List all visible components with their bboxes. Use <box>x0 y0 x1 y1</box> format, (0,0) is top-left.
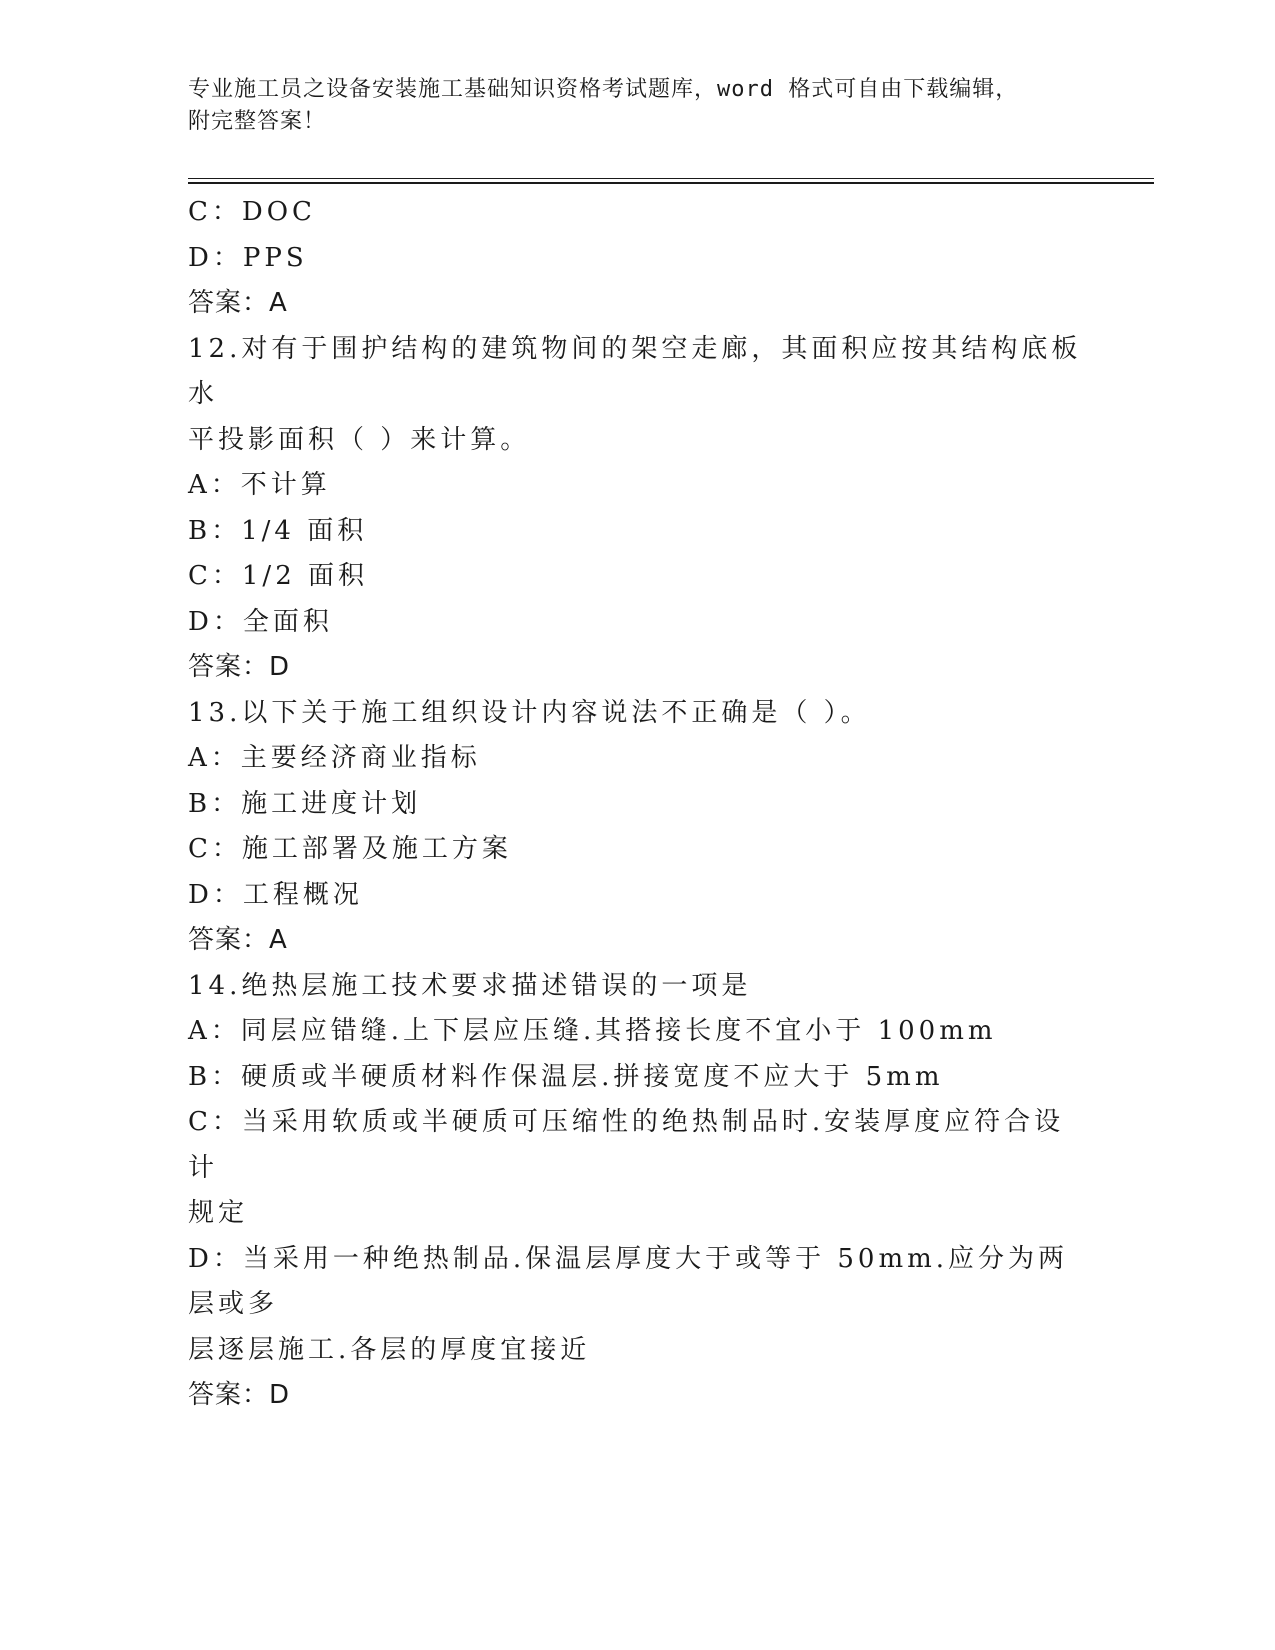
header-divider <box>188 178 1154 184</box>
option-c: C：1/2 面积 <box>188 561 369 591</box>
option-d: D：PPS <box>188 242 308 273</box>
answer-line: 答案：A <box>188 925 288 955</box>
option-c: C：施工部署及施工方案 <box>188 834 512 864</box>
answer-line: 答案：D <box>188 1380 291 1410</box>
answer-line: 答案：D <box>188 652 291 682</box>
question-14 <box>188 964 1088 1419</box>
header-line-2: 附完整答案！ <box>188 109 327 134</box>
option-c: C：DOC <box>188 197 316 227</box>
question-13 <box>188 691 1088 964</box>
question-stem: 12.对有于围护结构的建筑物间的架空走廊，其面积应按其结构底板水 <box>188 333 1082 409</box>
page-header <box>188 74 1088 138</box>
option-d: D：当采用一种绝热制品.保温层厚度大于或等于 50mm.应分为两层或多 <box>188 1243 1069 1319</box>
option-d: D：全面积 <box>188 606 333 637</box>
answer-line: 答案：A <box>188 288 288 318</box>
option-b: B：硬质或半硬质材料作保温层.拼接宽度不应大于 5mm <box>188 1061 944 1092</box>
question-fragment <box>188 190 1088 327</box>
option-d: D：工程概况 <box>188 879 363 910</box>
header-line-1: 专业施工员之设备安装施工基础知识资格考试题库，word 格式可自由下载编辑， <box>188 77 1019 102</box>
question-12 <box>188 327 1088 691</box>
question-stem: 13.以下关于施工组织设计内容说法不正确是（ ）。 <box>188 697 871 728</box>
option-a: A：不计算 <box>188 470 331 500</box>
option-d-continued: 层逐层施工.各层的厚度宜接近 <box>188 1334 591 1365</box>
option-b: B：施工进度计划 <box>188 788 422 819</box>
option-c-continued: 规定 <box>188 1198 249 1228</box>
option-c: C：当采用软质或半硬质可压缩性的绝热制品时.安装厚度应符合设计 <box>188 1107 1065 1183</box>
question-stem: 14.绝热层施工技术要求描述错误的一项是 <box>188 970 752 1001</box>
document-body <box>188 190 1088 1419</box>
option-b: B：1/4 面积 <box>188 515 368 546</box>
option-a: A：主要经济商业指标 <box>188 743 481 773</box>
question-stem: 平投影面积（ ）来计算。 <box>188 424 531 455</box>
option-a: A：同层应错缝.上下层应压缝.其搭接长度不宜小于 100mm <box>188 1016 997 1046</box>
